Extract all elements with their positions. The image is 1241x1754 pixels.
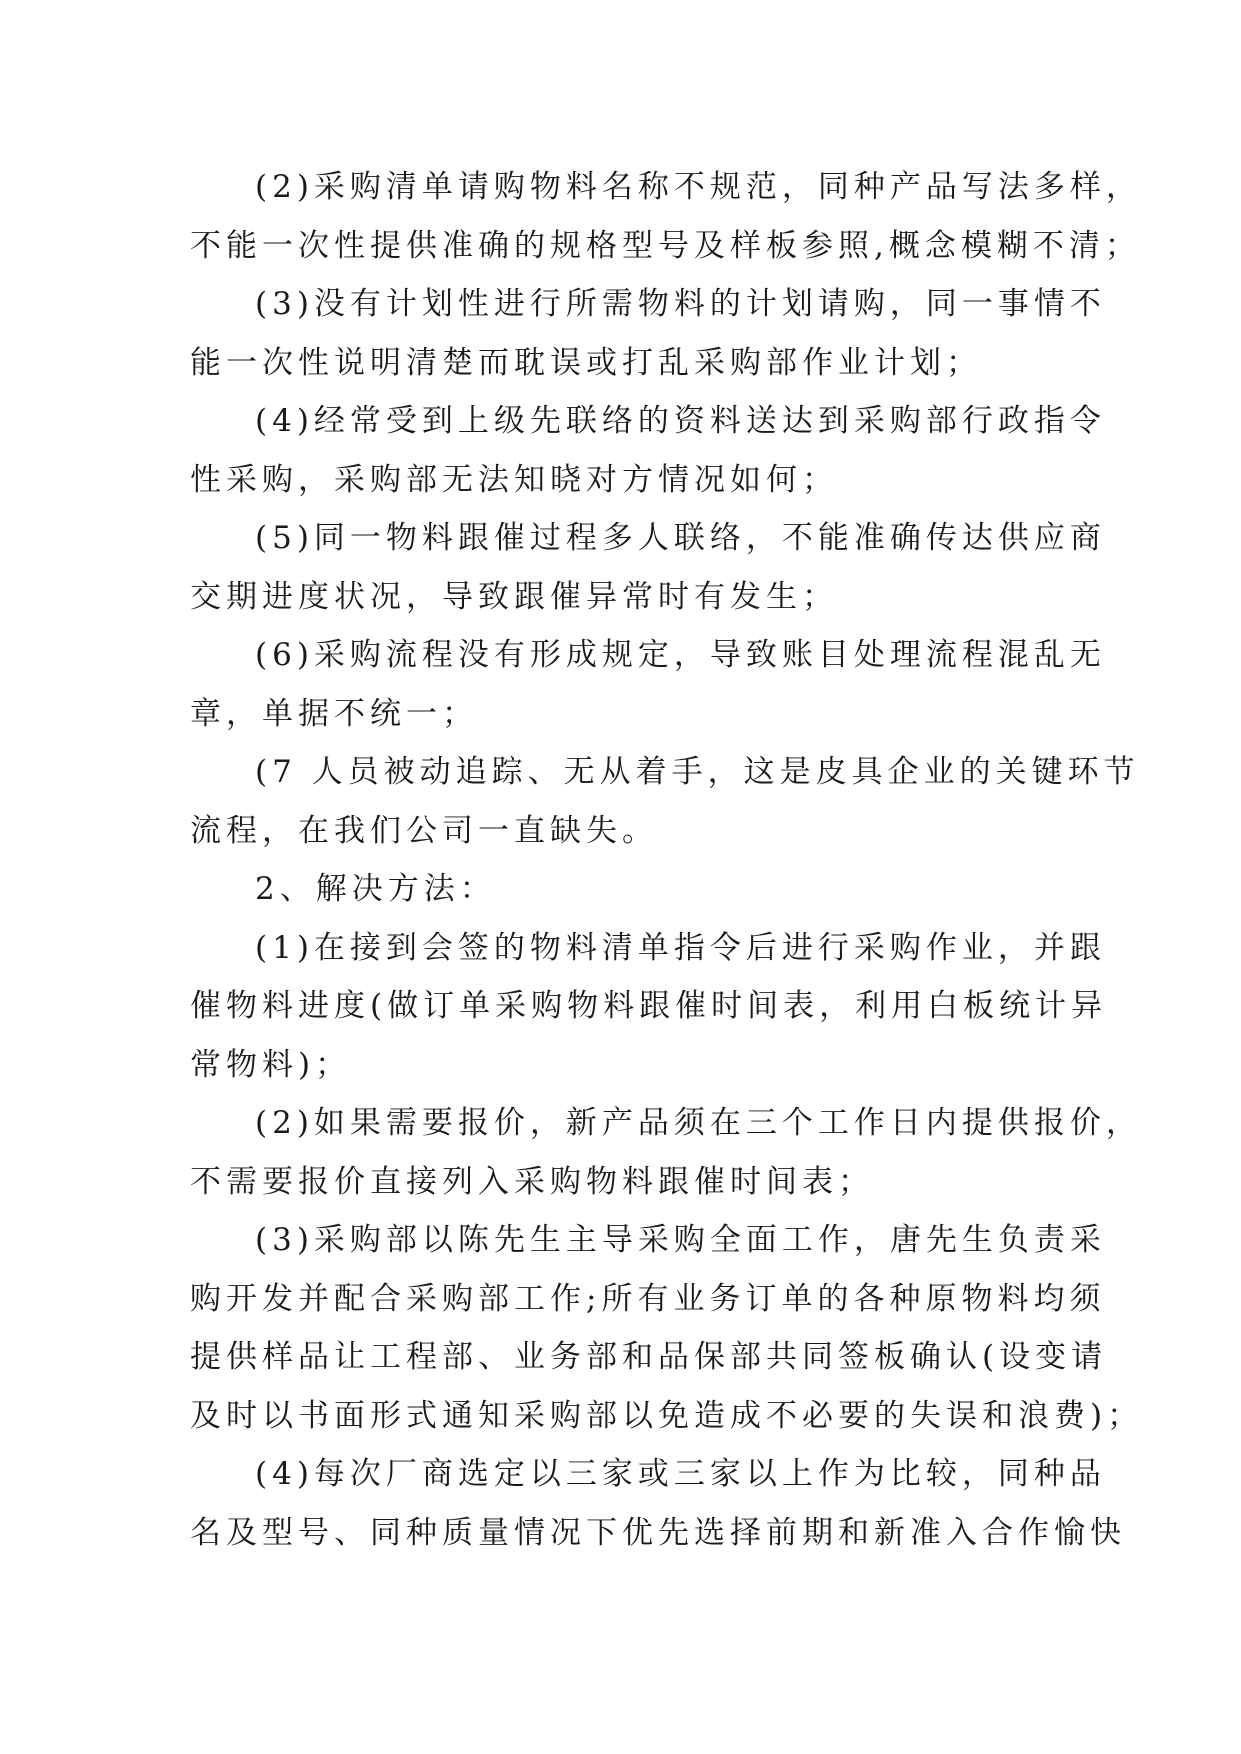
section-heading: 2、解决方法： — [255, 871, 496, 907]
text-line: 购开发并配合采购部工作;所有业务订单的各种原物料均须 — [190, 1280, 1106, 1317]
text-line: 性采购，采购部无法知晓对方情况如何； — [190, 461, 838, 498]
text-line: 催物料进度(做订单采购物料跟催时间表，利用白板统计异 — [190, 988, 1108, 1024]
text-line: (6)采购流程没有形成规定，导致账目处理流程混乱无 — [255, 637, 1106, 673]
text-line: (3)采购部以陈先生主导采购全面工作，唐先生负责采 — [255, 1222, 1106, 1258]
text-line: (2)采购清单请购物料名称不规范，同种产品写法多样， — [255, 169, 1142, 205]
text-line: 常物料)； — [190, 1046, 352, 1083]
text-line: 提供样品让工程部、业务部和品保部共同签板确认(设变请 — [190, 1339, 1108, 1375]
text-line: (2)如果需要报价，新产品须在三个工作日内提供报价， — [255, 1105, 1142, 1141]
text-line: (5)同一物料跟催过程多人联络，不能准确传达供应商 — [255, 520, 1106, 556]
text-line: (3)没有计划性进行所需物料的计划请购，同一事情不 — [255, 286, 1106, 322]
text-line: (7 人员被动追踪、无从着手，这是皮具企业的关键环节 — [255, 754, 1140, 790]
document-body — [190, 158, 1144, 1562]
text-line: 交期进度状况，导致跟催异常时有发生； — [190, 578, 838, 615]
text-line: 章，单据不统一； — [190, 695, 478, 732]
text-line: (4)经常受到上级先联络的资料送达到采购部行政指令 — [255, 403, 1106, 439]
text-line: 能一次性说明清楚而耽误或打乱采购部作业计划； — [190, 344, 982, 381]
text-line: 不能一次性提供准确的规格型号及样板参照,概念模糊不清； — [190, 227, 1141, 264]
text-line: 不需要报价直接列入采购物料跟催时间表； — [190, 1163, 874, 1200]
text-line: 及时以书面形式通知采购部以免造成不必要的失误和浪费)； — [190, 1397, 1144, 1434]
text-line: 名及型号、同种质量情况下优先选择前期和新准入合作愉快 — [190, 1514, 1126, 1551]
text-line: (1)在接到会签的物料清单指令后进行采购作业，并跟 — [255, 929, 1106, 966]
text-line: (4)每次厂商选定以三家或三家以上作为比较，同种品 — [255, 1456, 1106, 1492]
text-line: 流程，在我们公司一直缺失。 — [190, 812, 658, 849]
